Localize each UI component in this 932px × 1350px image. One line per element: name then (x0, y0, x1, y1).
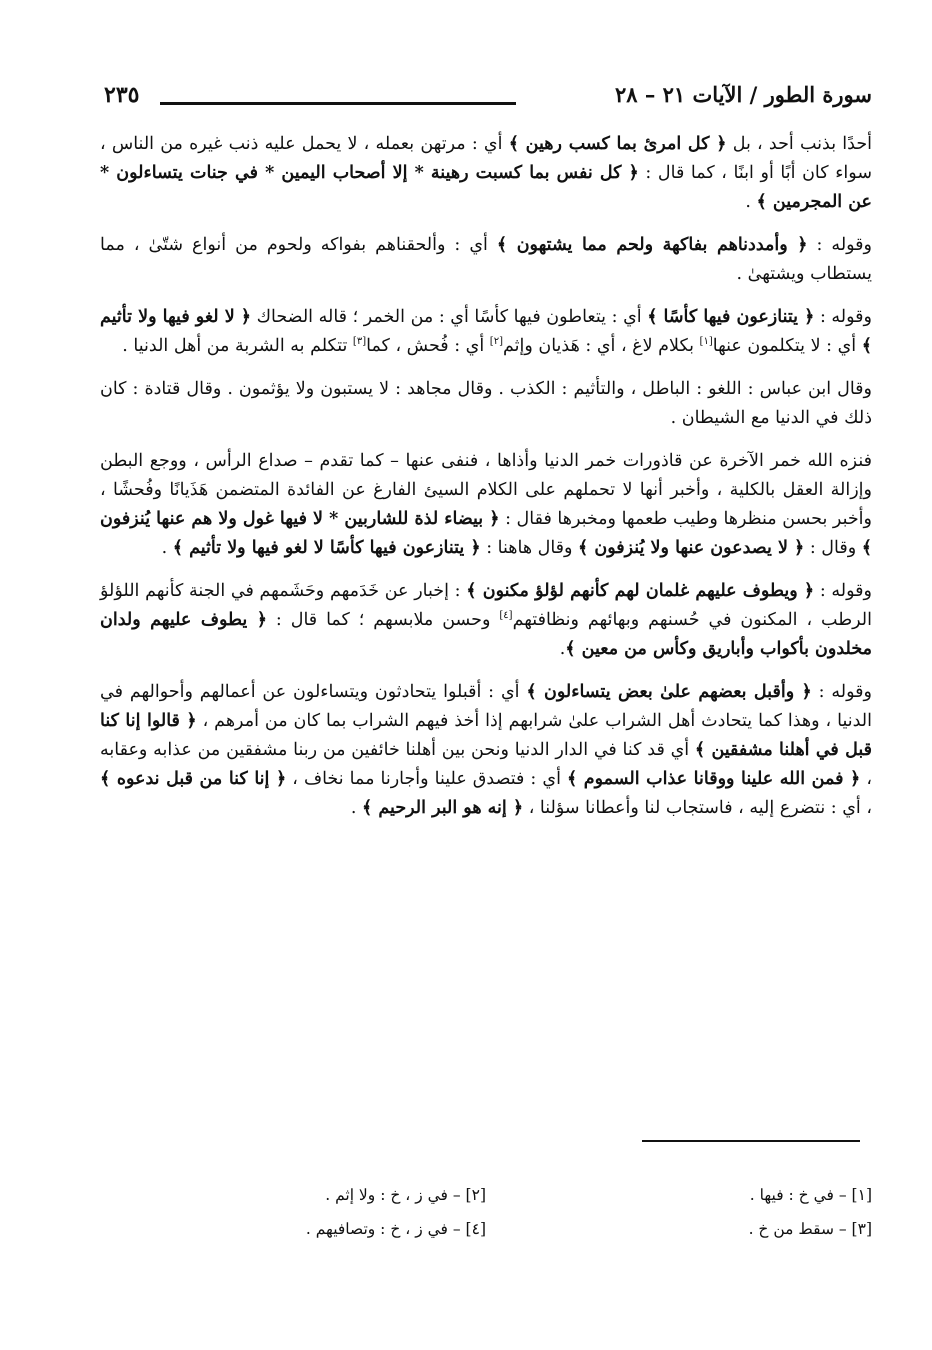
quran-verse: ﴿ إنا كنا من قبل ندعوه ﴾ (100, 769, 287, 789)
paragraph (100, 231, 872, 289)
text-run: . (161, 538, 173, 558)
footnote-row (100, 1212, 872, 1246)
footnote-marker: [٢] (465, 1186, 486, 1204)
text-run: وحسن ملابسهم ؛ كما قال : (266, 610, 500, 630)
quran-verse: ﴿ كل نفس بما كسبت رهينة * إلا أصحاب اليمين * في جنات يتساءلون * عن المجرمين ﴾ (100, 163, 872, 212)
page-header (100, 78, 872, 118)
text-run: أي قد كنا في الدار الدنيا ونحن بين أهلنا خائفين من ربنا مشفقين من عذابه وعقابه ، (100, 740, 872, 789)
quran-verse: ﴿ يتنازعون فيها كأسًا لا لغو فيها ولا تأثيم ﴾ (172, 538, 481, 558)
text-run: أي : مرتهن بعمله ، لا يحمل عليه ذنب غيره من الناس ، سواء كان أبًا أو ابنًا ، كما قال : (100, 134, 872, 183)
text-run: وقال : (804, 538, 862, 558)
text-run: ، أي : نتضرع إليه ، فاستجاب لنا وأعطانا سؤلنا ، (523, 798, 872, 818)
paragraph (100, 577, 872, 664)
quran-verse: ﴿ كل امرئ بما كسب رهين ﴾ (508, 134, 727, 154)
paragraph (100, 447, 872, 563)
text-run: أي : يتعاطون فيها كأسًا أي : من الخمر ؛ قاله الضحاك (251, 307, 648, 327)
text-run: أحدًا بذنب أحد ، بل (726, 134, 872, 154)
text-run: أي : لا يتكلمون عنها (712, 336, 862, 356)
quran-verse: ﴿ لا يصدعون عنها ولا يُنزفون ﴾ (578, 538, 805, 558)
paragraph (100, 375, 872, 433)
quran-verse: ﴿ يطوف عليهم ولدان مخلدون بأكواب وأباريق وكأس من معين ﴾ (100, 610, 872, 659)
footnote-ref: [٣] (352, 336, 367, 348)
footnote-4 (100, 1212, 486, 1246)
text-run: أي : وألحقناهم بفواكه ولحوم من أنواع شتّىٰ ، مما يستطاب ويشتهىٰ . (100, 235, 872, 284)
footnote-rule (642, 1140, 860, 1142)
surah-title: سورة الطور / الآيات ٢١ – ٢٨ (614, 82, 872, 107)
footnotes (100, 1178, 872, 1246)
text-run: . (350, 798, 363, 818)
quran-verse: ﴿ يتنازعون فيها كأسًا ﴾ (647, 307, 815, 327)
footnote-text: – في ز ، خ : وتصافيهم . (305, 1220, 466, 1238)
quran-verse: ﴿ فمن الله علينا ووقانا عذاب السموم ﴾ (566, 769, 861, 789)
footnote-ref: [٢] (489, 336, 503, 348)
footnote-2 (100, 1178, 486, 1212)
text-run: فنزه الله خمر الآخرة عن قاذورات خمر الدنيا وأذاها ، فنفى عنها – كما تقدم – صداع الرأس ، ووجع البطن وإزالة العقل بالكلية ، وأخبر أنها لا تحملهم على الكلام السيئ الفارغ عن الفائدة المتضمن هَذَيانًا وفُحشًا ، وأخبر بحسن منظرها وطيب طعمها ومخبرها فقال : (100, 451, 872, 529)
text-run: وقال ابن عباس : اللغو : الباطل ، والتأثيم : الكذب . وقال مجاهد : لا يستبون ولا يؤثمون . وقال قتادة : كان ذلك في الدنيا مع الشيطان . (100, 379, 872, 428)
text-run: وقوله : (814, 307, 872, 327)
quran-verse: ﴿ بيضاء لذة للشاربين * لا فيها غول ولا هم عنها يُنزفون ﴾ (100, 509, 872, 558)
text-run: بكلام لاغ ، أي : هَذيان وإثم (502, 336, 700, 356)
quran-verse: ﴿ وأمددناهم بفاكهة ولحم مما يشتهون ﴾ (496, 235, 808, 255)
footnote-text: – في ز ، خ : ولا إثم . (325, 1186, 466, 1204)
footnote-text: – في خ : فيها . (749, 1186, 852, 1204)
footnote-marker: [١] (851, 1186, 872, 1204)
footnote-ref: [٤] (499, 610, 513, 622)
text-run: . (745, 192, 757, 212)
footnote-1 (486, 1178, 872, 1212)
text-run: أي : أقبلوا يتحادثون ويتساءلون عن أعمالهم وأحوالهم في الدنيا ، وهذا كما يتحادث أهل الشراب علىٰ شرابهم إذا أخذ فيهم الشراب بما كان من أمرهم ، (100, 682, 872, 731)
paragraph (100, 678, 872, 823)
quran-verse: ﴿ ويطوف عليهم غلمان لهم كأنهم لؤلؤ مكنون ﴾ (466, 581, 815, 601)
text-run: وقوله : (811, 682, 872, 702)
text-run: وقال هاهنا : (480, 538, 579, 558)
footnote-ref: [١] (699, 336, 713, 348)
paragraph (100, 130, 872, 217)
text-run: وقوله : (814, 581, 872, 601)
footnote-3 (486, 1212, 872, 1246)
text-run: : إخبار عن خَدَمهم وحَشَمهم في الجنة كأنهم اللؤلؤ الرطب ، المكنون في حُسنهم وبهائهم ونظافتهم (100, 581, 872, 630)
paragraph (100, 303, 872, 361)
quran-verse: ﴿ لا لغو فيها ولا تأثيم ﴾ (100, 307, 872, 356)
footnote-marker: [٣] (851, 1220, 872, 1238)
text-run: أي : فتصدق علينا وأجارنا مما نخاف ، (286, 769, 567, 789)
header-rule (160, 102, 516, 105)
footnote-row (100, 1178, 872, 1212)
text-run: وقوله : (807, 235, 873, 255)
quran-verse: ﴿ قالوا إنا كنا قبل في أهلنا مشفقين ﴾ (100, 711, 872, 760)
page-number: ٢٣٥ (104, 82, 140, 108)
text-run: تتكلم به الشربة من أهل الدنيا . (122, 336, 353, 356)
text-run: أي : فُحش ، كما (366, 336, 490, 356)
footnote-marker: [٤] (465, 1220, 486, 1238)
body-text (100, 130, 872, 837)
quran-verse: ﴿ وأقبل بعضهم علىٰ بعض يتساءلون ﴾ (526, 682, 812, 702)
footnote-text: – سقط من خ . (748, 1220, 852, 1238)
quran-verse: ﴿ إنه هو البر الرحيم ﴾ (362, 798, 524, 818)
text-run: . (559, 639, 566, 659)
